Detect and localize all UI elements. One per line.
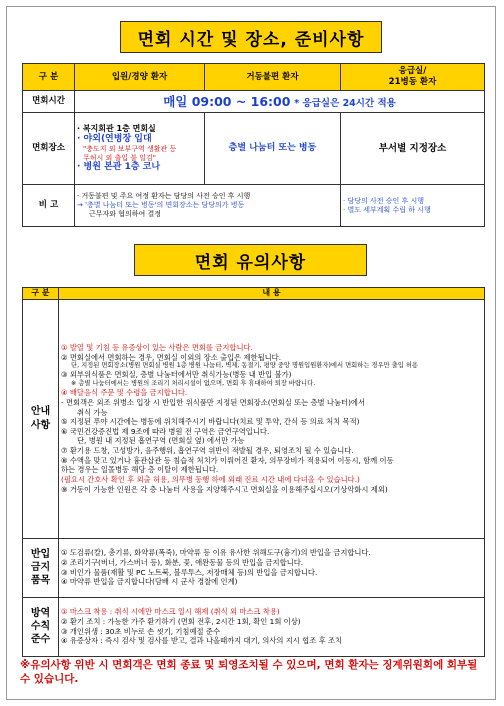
note-line: → '층별 나눔터 또는 병동'의 면회장소는 담당의가 병동 (77, 201, 245, 210)
quar-content (59, 597, 485, 656)
title-visit-time: 면회 시간 및 장소, 준비사항 (120, 21, 382, 53)
place-label: 면회장소 (23, 113, 75, 185)
rule-line: ⑦ 환기용 드창, 고성방가, 음주행위, 흡연구역 위반이 적발될 경우, 퇴영조치 될 수 있습니다. (61, 446, 354, 456)
note-line: 근무자와 협의하여 결정 (89, 209, 162, 218)
guide-label: 안내 사항 (23, 299, 59, 538)
rule-line: ② 면회실에서 면회하는 경우, 면회실 이외의 장소 출입은 제한됩니다. (61, 352, 282, 362)
rule-line: ② 조리기구(버너, 가스버너 등), 화분, 꽃, 애완동물 등의 반입을 금지합니다. (61, 557, 304, 567)
rule-line: 취식 가능 (77, 407, 108, 417)
footer-warning: ※유의사항 위반 시 면회객은 면회 종료 및 퇴영조치될 수 있으며, 면회 환자는 징계위원회에 회부될 수 있습니다. (20, 659, 478, 686)
rule-line: ① 마스크 착용 : 취식 시에만 마스크 일시 해제 (취식 외 마스크 착용) (61, 607, 280, 617)
quar-row (23, 597, 485, 656)
time-label: 면회시간 (23, 91, 75, 113)
rules-header-row (23, 288, 485, 300)
rule-line: 하는 경우는 일몰병동 해당 층 이탈이 제한됩니다. (61, 465, 219, 475)
guide-content (59, 299, 485, 538)
rule-line: (필요시 간호사 확인 후 외출 허용, 의무병 동행 하에 외래 진료 시간 내에 다녀올 수 있습니다.) (61, 474, 360, 484)
place-item: 무허시 외 출입 불 일김" (83, 153, 156, 162)
table-header-row (23, 64, 485, 91)
ban-label: 반입 금지 품목 (23, 538, 59, 597)
time-row (23, 91, 485, 113)
rule-line: ⑨ 거동이 가능한 인원은 각 층 나눔터 사용을 지양해주시고 면회실을 이용해주십시오(기상악화시 제외) (61, 484, 388, 494)
time-value: 매일 09:00 ~ 16:00 (163, 93, 291, 109)
note-line: · 거동불편 및 주요 여정 환자는 담당의 사전 승인 후 시행 (77, 192, 251, 201)
title-visit-rules: 면회 유의사항 (134, 244, 367, 276)
place-item: · 야외(연병장 입대 (77, 133, 152, 144)
note-col1 (75, 185, 341, 227)
rule-line: ④ 배달음식 주문 및 수령을 금지합니다. (61, 388, 188, 398)
rule-line: ⑥ 국민건강증진법 제 9조에 따라 병원 전 구역은 금연구역입니다. (61, 426, 270, 436)
note-row (23, 185, 485, 227)
visit-info-table (22, 63, 485, 227)
rule-line: - 면회객은 외조 위병소 입장 시 반입한 위식품만 지정된 면회장소(면회실 또는 층별 나눔터)에서 (61, 397, 366, 407)
rule-line: ④ 마약류 반입을 금지합니다(담배 시 군사 경찰에 인계) (61, 577, 238, 587)
place-item: "충도지 외 보부구역 생활관 등 (83, 144, 177, 153)
rule-line: ⑤ 지정된 푸야 시간에는 병동에 위치해주시기 바랍니다(치료 및 투약, 간식 등 의료 처치 목적) (61, 417, 360, 427)
rule-line: ④ 유증상자 : 즉시 검사 및 검사를 받고, 결과 나올때까지 대기, 의사의 지시 협조 후 조치 (61, 636, 343, 646)
rule-line: 단, 병원 내 지정된 흡연구역 (면회실 옆) 에서만 가능 (77, 436, 245, 446)
header-category: 구 분 (23, 64, 75, 91)
rule-line: ※ 층별 나눔터에서는 병원의 조리기 처리시설이 없으며, 면회 후 휴대하여 퇴장 바랍니다. (71, 380, 316, 388)
note-col3 (341, 185, 485, 227)
header-immobile: 거동불편 환자 (205, 64, 341, 91)
place-row (23, 113, 485, 185)
time-note: * 응급실은 24시간 적용 (294, 97, 396, 109)
place-col1 (75, 113, 205, 185)
place-col2: 층별 나눔터 또는 병동 (205, 113, 341, 185)
note-label: 비 고 (23, 185, 75, 227)
place-item: · 복지회관 1층 면회실 (77, 123, 156, 133)
rule-line: ② 환기 조치 : 가능한 가주 환기하기 (면회 전후, 2시간 1회, 확인 1회 이상) (61, 616, 301, 626)
quar-label: 방역 수칙 준수 (23, 597, 59, 656)
rule-line: ③ 외부위식품은 면회실, 층별 나눔터에서만 취식가능(병동 내 반입 불가) (61, 370, 292, 380)
rule-line: ③ 비인가 물품(재활 및 PC 노트북, 블루투스, 저장매체 등)의 반입을 금지합니다. (61, 567, 318, 577)
ban-content (59, 538, 485, 597)
rule-line: ③ 개인위생 : 30초 비누로 손 씻기, 기침예절 준수 (61, 626, 220, 636)
rule-line: ① 도검류(칼), 총기류, 화약류(폭죽), 마약류 등 이유 유사한 위해도구(흉기)의 반입을 금지합니다. (61, 548, 371, 558)
ban-row (23, 538, 485, 597)
header-inpatient: 입원/경양 환자 (75, 64, 205, 91)
rule-line: 단, 지정된 면회장소(병원 면회실 병원 1층 병원 나눔터, 벽제, 동절기, 평양 중앙 명원입원환자)에서 면회하는 경우만 출입 허용 (71, 362, 419, 370)
rules-header-category: 구 분 (23, 288, 59, 300)
rule-line: ⑧ 수액을 맞고 있거나 흉관삽관 등 침습적 처치가 이뤄어진 환자, 의무장비가 적용되어 이동시, 함께 이동 (61, 455, 394, 465)
rules-header-content: 내 용 (59, 288, 485, 300)
guide-row (23, 299, 485, 538)
place-col3: 부서별 지정장소 (341, 113, 485, 185)
visit-rules-table (22, 287, 485, 657)
note-line: · 담당의 사전 승인 후 시행 (343, 196, 424, 205)
place-item: · 병원 본관 1층 코나 (77, 162, 161, 173)
note-line: · 별도 세부계획 수립 하 시행 (343, 205, 431, 214)
time-cell (75, 91, 485, 113)
header-emergency: 응급실/ 21병동 환자 (341, 64, 485, 91)
rule-line: ① 발열 및 기침 등 유증상이 있는 사람은 면회를 금지합니다. (61, 342, 253, 352)
